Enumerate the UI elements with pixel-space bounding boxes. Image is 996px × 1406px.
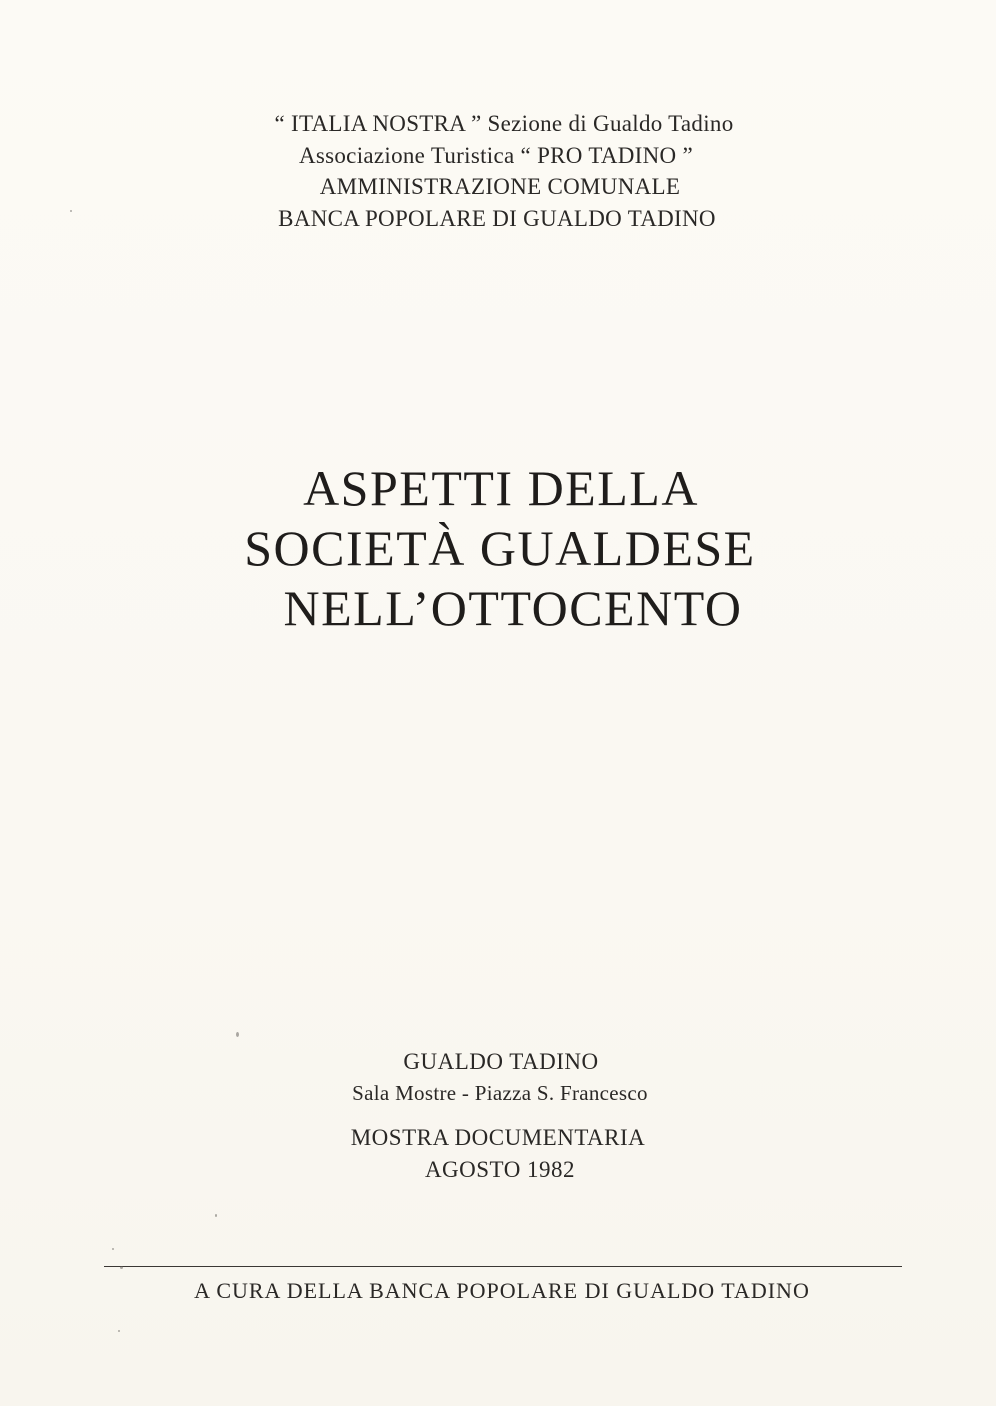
footer-credit: A CURA DELLA BANCA POPOLARE DI GUALDO TADINO xyxy=(194,1278,810,1303)
paper-speck xyxy=(70,210,72,212)
exhibition-date: AGOSTO 1982 xyxy=(424,1157,576,1182)
spacer xyxy=(0,1108,996,1122)
paper-speck xyxy=(215,1214,217,1217)
paper-speck xyxy=(118,1330,120,1332)
document-title xyxy=(0,458,996,638)
paper-speck xyxy=(112,1248,114,1250)
venue-place: Sala Mostre - Piazza S. Francesco xyxy=(352,1081,648,1105)
exhibition-type: MOSTRA DOCUMENTARIA xyxy=(350,1125,646,1150)
title-line-3: NELL’OTTOCENTO xyxy=(283,580,743,636)
footer xyxy=(0,1274,996,1308)
sponsor-amministrazione-comunale: AMMINISTRAZIONE COMUNALE xyxy=(319,174,681,199)
paper-speck xyxy=(236,1032,239,1037)
paper-speck xyxy=(120,1266,123,1269)
sponsor-list xyxy=(0,108,996,234)
sponsor-banca-popolare: BANCA POPOLARE DI GUALDO TADINO xyxy=(278,205,716,231)
title-line-1: ASPETTI DELLA xyxy=(303,460,699,516)
exhibition-info xyxy=(0,1046,996,1186)
venue-city: GUALDO TADINO xyxy=(403,1049,599,1074)
title-line-2: SOCIETÀ GUALDESE xyxy=(244,520,756,576)
footer-divider xyxy=(104,1266,902,1267)
sponsor-italia-nostra: “ ITALIA NOSTRA ” Sezione di Gualdo Tadino xyxy=(274,111,734,136)
sponsor-pro-tadino: Associazione Turistica “ PRO TADINO ” xyxy=(298,142,694,168)
